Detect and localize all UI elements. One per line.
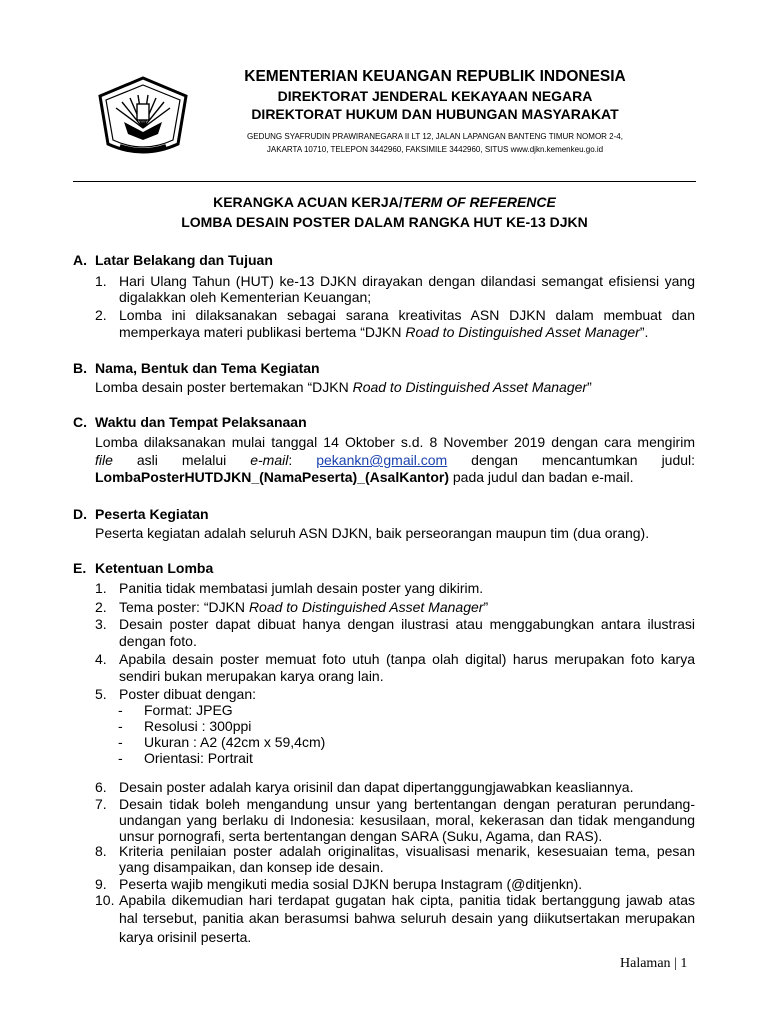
list-number: 5. (95, 686, 107, 702)
list-item-text: Desain poster dapat dibuat hanya dengan ilustrasi atau menggabungkan antara ilustrasi (119, 616, 695, 632)
address-line-2: JAKARTA 10710, TELEPON 3442960, FAKSIMILE 3442960, SITUS www.djkn.kemenkeu.go.id (266, 145, 604, 154)
spec-text: Ukuran : A2 (42cm x 59,4cm) (144, 734, 326, 750)
dash: - (118, 718, 123, 734)
text-run: Lomba desain poster bertemakan “DJKN (95, 379, 353, 395)
dash: - (118, 734, 123, 750)
list-item-text: Panitia tidak membatasi jumlah desain poster yang dikirim. (119, 580, 484, 596)
paragraph-line (95, 452, 695, 468)
section-title: Nama, Bentuk dan Tema Kegiatan (95, 360, 320, 376)
list-number: 1. (95, 273, 107, 289)
format-item (118, 750, 253, 766)
list-number: 7. (95, 796, 107, 812)
list-number: 10. (95, 892, 115, 908)
list-item-text: karya orisinil peserta. (119, 929, 252, 945)
page-number: Halaman | 1 (620, 956, 688, 971)
text-run: judul: (661, 452, 696, 468)
list-item-text: Apabila dikemudian hari terdapat gugatan hak cipta, panitia tidak bertanggung jawab atas (119, 892, 695, 908)
directorate-general-name: DIREKTORAT JENDERAL KEKAYAAN NEGARA (277, 88, 593, 104)
format-item (118, 718, 251, 734)
list-number: 2. (95, 307, 107, 323)
list-item-text: sendiri bukan merupakan karya orang lain. (119, 668, 384, 684)
kemenkeu-emblem-icon (94, 74, 192, 162)
text-run: mencantumkan (541, 452, 638, 468)
dash: - (118, 750, 123, 766)
text-run: ” (587, 379, 592, 395)
text-run: pada judul dan badan e-mail. (448, 469, 634, 485)
title-normal: KERANGKA ACUAN KERJA/ (213, 194, 403, 210)
section-letter: E. (73, 560, 87, 576)
text-run: memperkaya materi publikasi bertema “DJKN (119, 324, 406, 340)
section-letter: A. (73, 252, 87, 268)
document-subtitle: LOMBA DESAIN POSTER DALAM RANGKA HUT KE-13 DJKN (181, 214, 588, 230)
section-letter: C. (73, 414, 87, 430)
section-letter: D. (73, 506, 87, 522)
paragraph (95, 379, 592, 395)
text-run: dengan (471, 452, 518, 468)
list-number: 8. (95, 843, 107, 859)
text-run: : (288, 452, 293, 468)
directorate-name: DIREKTORAT HUKUM DAN HUBUNGAN MASYARAKAT (251, 106, 619, 122)
list-item-text: digalakkan oleh Kementerian Keuangan; (119, 289, 372, 305)
email-subject-format: LombaPosterHUTDJKN_(NamaPeserta)_(AsalKantor) (95, 469, 449, 485)
list-number: 1. (95, 580, 107, 596)
document-title (73, 194, 696, 210)
text-run: asli (136, 452, 158, 468)
section-title: Ketentuan Lomba (95, 560, 214, 576)
list-item-text: Lomba ini dilaksanakan sebagai sarana kreativitas ASN DJKN dalam membuat dan (119, 307, 695, 323)
list-number: 2. (95, 599, 107, 615)
list-item-text: Poster dibuat dengan: (119, 686, 256, 702)
list-item-text: Peserta wajib mengikuti media sosial DJKN berupa Instagram (@ditjenkn). (119, 876, 583, 892)
section-title: Peserta Kegiatan (95, 506, 209, 522)
section-e-heading (73, 560, 213, 576)
list-item-text: Hari Ulang Tahun (HUT) ke-13 DJKN dirayakan dengan dilandasi semangat efisiensi yang (119, 273, 695, 289)
list-item-text: dengan foto. (119, 633, 197, 649)
list-number: 3. (95, 616, 107, 632)
format-item (118, 702, 233, 718)
list-item-text: Kriteria penilaian poster adalah originalitas, visualisasi menarik, kesesuaian tema, pesan (119, 843, 695, 859)
list-item-text (119, 599, 488, 615)
text-run: e-mail (250, 452, 289, 468)
header-divider (73, 181, 696, 182)
text-run: ”. (639, 324, 649, 340)
format-item (118, 734, 325, 750)
list-item-text: hal tersebut, panitia akan berasumsi bahwa seluruh desain yang diikutsertakan merupakan (119, 910, 695, 926)
list-number: 9. (95, 876, 107, 892)
list-item-text: Desain tidak boleh mengandung unsur yang bertentangan dengan peraturan perundang- (119, 796, 695, 812)
dash: - (118, 702, 123, 718)
theme-italic: Road to Distinguished Asset Manager (405, 324, 640, 340)
list-number: 6. (95, 779, 107, 795)
list-item-text: yang disampaikan, dan konsep ide desain. (119, 859, 384, 875)
title-italic: TERM OF REFERENCE (402, 194, 556, 210)
text-run: file (95, 452, 113, 468)
email-link[interactable]: pekankn@gmail.com (316, 452, 448, 468)
text-run: Tema poster: “DJKN (119, 599, 249, 615)
section-d-heading (73, 506, 209, 522)
paragraph-line (95, 469, 633, 485)
section-title: Latar Belakang dan Tujuan (95, 252, 273, 268)
list-item-text (119, 324, 648, 340)
ministry-name: KEMENTERIAN KEUANGAN REPUBLIK INDONESIA (244, 68, 626, 85)
spec-text: Format: JPEG (144, 702, 233, 718)
list-item-text: Apabila desain poster memuat foto utuh (tanpa olah digital) harus merupakan foto karya (119, 651, 695, 667)
section-letter: B. (73, 360, 87, 376)
paragraph: Peserta kegiatan adalah seluruh ASN DJKN, baik perseorangan maupun tim (dua orang). (95, 525, 650, 541)
section-title: Waktu dan Tempat Pelaksanaan (95, 414, 307, 430)
section-b-heading (73, 360, 320, 376)
text-run: melalui (181, 452, 227, 468)
list-number: 4. (95, 651, 107, 667)
section-a-heading (73, 252, 273, 268)
theme-italic: Road to Distinguished Asset Manager (352, 379, 588, 395)
section-c-heading (73, 414, 307, 430)
address-line-1: GEDUNG SYAFRUDIN PRAWIRANEGARA II LT 12, JALAN LAPANGAN BANTENG TIMUR NOMOR 2-4, (247, 132, 623, 141)
theme-italic: Road to Distinguished Asset Manager (248, 599, 484, 615)
list-item-text: unsur pornografi, serta bertentangan dengan SARA (Suku, Agama, dan RAS). (119, 828, 603, 844)
paragraph-line: Lomba dilaksanakan mulai tanggal 14 Oktober s.d. 8 November 2019 dengan cara mengirim (95, 434, 695, 450)
spec-text: Resolusi : 300ppi (144, 718, 252, 734)
text-run: ” (483, 599, 489, 615)
list-item-text: undangan yang berlaku di Indonesia: kesusilaan, moral, kekerasan dan tidak mengandung (119, 812, 695, 828)
list-item-text: Desain poster adalah karya orisinil dan dapat dipertanggungjawabkan keasliannya. (119, 779, 634, 795)
spec-text: Orientasi: Portrait (144, 750, 253, 766)
